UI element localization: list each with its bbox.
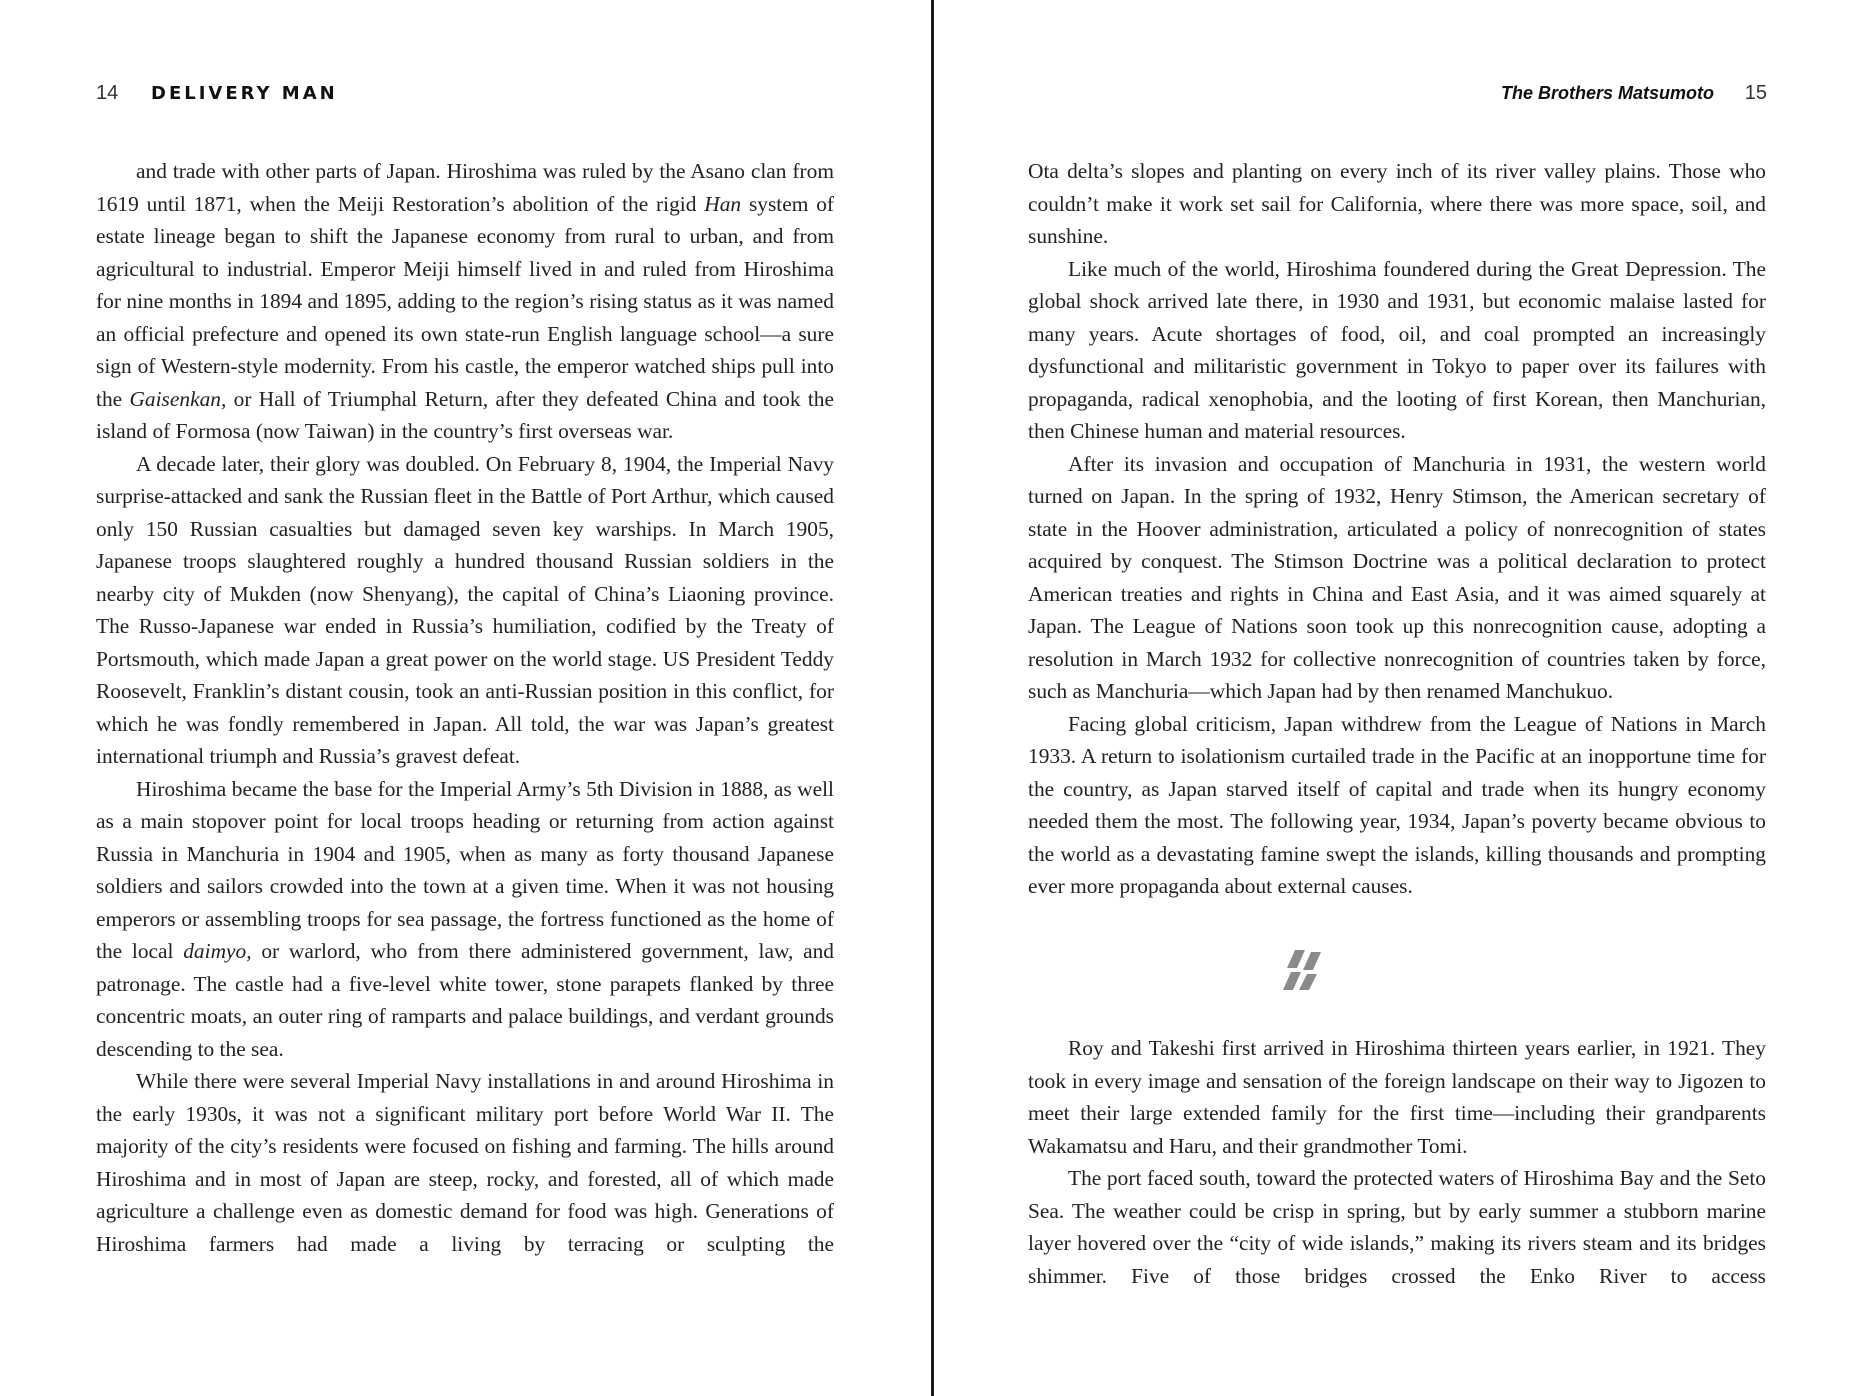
body-paragraph (1028, 448, 1766, 708)
right-body-text-after-break (1028, 1032, 1766, 1292)
chapter-title: The Brothers Matsumoto (1500, 83, 1714, 103)
text-run: Facing global criticism, Japan withdrew from the League of Nations in March 1933. A return to isolationism curtailed trade in the Pacific at an inopportune time for the country, as Japan starved itself of capital and trade when its hungry economy needed them the most. The following year, 1934, Japan’s poverty became obvious to the world as a devastating famine swept the islands, killing thousands and prompting ever more propaganda about external causes. (1028, 711, 1766, 898)
text-run: or Hall of Triumphal Return, after they defeated China and took the island of Formosa (now Taiwan) in the country’s first overseas war. (96, 386, 834, 443)
text-run: Like much of the world, Hiroshima foundered during the Great Depression. The global shock arrived late there, in 1930 and 1931, but economic malaise lasted for many years. Acute shortages of food, oil, and coal prompted an increasingly dysfunctional and militaristic government in Tokyo to paper over its failures with propaganda, radical xenophobia, and the looting of first Korean, then Manchurian, then Chinese human and material resources. (1028, 256, 1766, 443)
body-paragraph (96, 1065, 834, 1260)
body-paragraph (1028, 155, 1766, 253)
left-body-text (96, 155, 834, 1260)
left-running-head (96, 78, 856, 108)
body-paragraph (96, 773, 834, 1066)
text-run: The port faced south, toward the protected waters of Hiroshima Bay and the Seto Sea. The weather could be crisp in spring, but by early summer a stubborn marine layer hovered over the “city of wide islands,” making its rivers steam and its bridges shimmer. Five of those bridges crossed the Enko River to access (1028, 1166, 1766, 1288)
book-title: DELIVERY MAN (151, 83, 338, 104)
right-page (936, 0, 1862, 1396)
body-paragraph (96, 155, 834, 448)
right-body-text (1028, 155, 1766, 903)
section-break-slashes-icon (1281, 950, 1327, 990)
text-run: Roy and Takeshi first arrived in Hiroshima thirteen years earlier, in 1921. They took in every image and sensation of the foreign landscape on their way to Jigozen to meet their large extended family for the first time—including their grandparents Wakamatsu and Haru, and their grandmother Tomi. (1028, 1036, 1766, 1158)
body-paragraph (1028, 1032, 1766, 1162)
italic-term: Han (704, 191, 742, 216)
body-paragraph (1028, 708, 1766, 903)
left-page (0, 0, 930, 1396)
text-run: system of estate lineage began to shift the Japanese economy from rural to urban, and from agricultural to industrial. Emperor Meiji himself lived in and ruled from Hiroshima for nine months in 1894 and 1895, adding to the region’s rising status as it was named an official prefecture and opened its own state-run English language school—a sure sign of Western-style modernity. From his castle, the emperor watched ships pull into the (96, 191, 835, 411)
text-run: While there were several Imperial Navy installations in and around Hiroshima in the early 1930s, it was not a significant military port before World War II. The majority of the city’s residents were focused on fishing and farming. The hills around Hiroshima and in most of Japan are steep, rocky, and forested, all of which made agriculture a challenge even as domestic demand for food was high. Generations of Hiroshima farmers had made a living by terracing or sculpting the (96, 1069, 834, 1256)
italic-term: Gaisenkan, (129, 386, 227, 411)
text-run: After its invasion and occupation of Manchuria in 1931, the western world turned on Japan. In the spring of 1932, Henry Stimson, the American secretary of state in the Hoover administration, articulated a policy of nonrecognition of states acquired by conquest. The Stimson Doctrine was a political declaration to protect American treaties and rights in China and East Asia, and it was aimed squarely at Japan. The League of Nations soon took up this nonrecognition cause, adopting a resolution in March 1932 for collective nonrecognition of countries taken by force, such as Manchuria—which Japan had by then renamed Manchukuo. (1028, 451, 1766, 703)
text-run: A decade later, their glory was doubled. On February 8, 1904, the Imperial Navy surprise-attacked and sank the Russian fleet in the Battle of Port Arthur, which caused only 150 Russian casualties but damaged seven key warships. In March 1905, Japanese troops slaughtered roughly a hundred thousand Russian soldiers in the nearby city of Mukden (now Shenyang), the capital of China’s Liaoning province. The Russo-Japanese war ended in Russia’s humiliation, codified by the Treaty of Portsmouth, which made Japan a great power on the world stage. US President Teddy Roosevelt, Franklin’s distant cousin, took an anti-Russian position in this conflict, for which he was fondly remembered in Japan. All told, the war was Japan’s greatest international triumph and Russia’s gravest defeat. (96, 451, 834, 768)
text-run: Ota delta’s slopes and planting on every inch of its river valley plains. Those who couldn’t make it work set sail for California, where there was more space, soil, and sunshine. (1028, 159, 1766, 248)
gutter-divider (931, 0, 934, 1396)
page-number: 14 (96, 82, 119, 104)
right-running-head (1007, 78, 1767, 108)
body-paragraph (96, 448, 834, 773)
body-paragraph (1028, 253, 1766, 448)
text-run: and trade with other parts of Japan. Hiroshima was ruled by the Asano clan from 1619 until 1871, when the Meiji Restoration’s abolition of the rigid (96, 159, 834, 216)
text-run: Hiroshima became the base for the Imperial Army’s 5th Division in 1888, as well as a main stopover point for local troops heading or returning from action against Russia in Manchuria in 1904 and 1905, when as many as forty thousand Japanese soldiers and sailors crowded into the town at a given time. When it was not housing emperors or assembling troops for sea passage, the fortress functioned as the home of the local (96, 776, 834, 963)
body-paragraph (1028, 1162, 1766, 1292)
italic-term: daimyo, (183, 939, 252, 963)
page-number: 15 (1744, 82, 1767, 104)
text-run: or warlord, who from there administered government, law, and patronage. The castle had a five-level white tower, stone parapets flanked by three concentric moats, an outer ring of ramparts and palace buildings, and verdant grounds descending to the sea. (96, 939, 834, 1061)
